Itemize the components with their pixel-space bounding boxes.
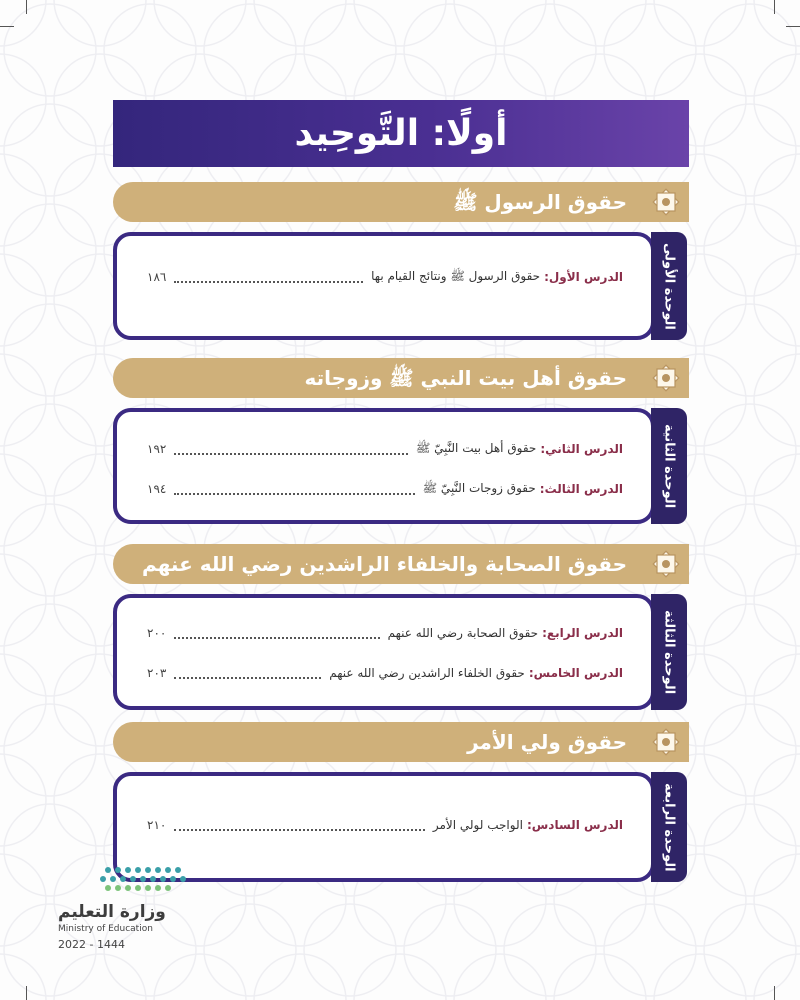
lesson-row[interactable] — [147, 622, 623, 644]
flower-ornament-icon — [648, 546, 684, 582]
unit-tab-3 — [651, 594, 687, 710]
lesson-title: حقوق الرسول ﷺ ونتائج القيام بها — [371, 268, 541, 283]
dot-leader — [174, 483, 414, 495]
logo-english-text: Ministry of Education — [58, 924, 153, 934]
flower-ornament-icon — [648, 184, 684, 220]
logo-year: 2022 - 1444 — [58, 938, 125, 951]
crop-mark — [26, 986, 27, 1000]
lesson-row[interactable] — [147, 814, 623, 836]
crop-mark — [774, 0, 775, 14]
unit-tab-label: الوحدة الثالثة — [661, 609, 677, 695]
lesson-title: حقوق أهل بيت النَّبِيّ ﷺ — [415, 440, 537, 455]
page-number: ١٩٤ — [147, 482, 167, 496]
unit-tab-label: الوحدة الأولى — [661, 242, 677, 330]
lesson-row[interactable] — [147, 438, 623, 460]
page-number: ١٨٦ — [147, 270, 167, 284]
lesson-label: الدرس الأول: — [544, 270, 623, 284]
unit-title: حقوق أهل بيت النبي ﷺ وزوجاته — [304, 366, 627, 390]
lesson-label: الدرس الثاني: — [540, 442, 623, 456]
dot-leader — [174, 627, 379, 639]
page-number: ١٩٢ — [147, 442, 167, 456]
unit-tab-1 — [651, 232, 687, 340]
dot-leader — [174, 271, 363, 283]
lesson-label: الدرس الخامس: — [528, 666, 623, 680]
unit-header-1 — [113, 182, 689, 222]
lesson-label: الدرس السادس: — [526, 818, 623, 832]
unit-title: حقوق ولي الأمر — [467, 730, 627, 754]
crop-mark — [26, 0, 27, 14]
lesson-label: الدرس الرابع: — [542, 626, 623, 640]
page-number: ٢٠٠ — [147, 626, 167, 640]
unit-tab-label: الوحدة الرابعة — [661, 782, 677, 872]
page-number: ٢١٠ — [147, 818, 167, 832]
page-title: أولًا: التَّوحِيد — [294, 113, 508, 154]
unit-1-lessons-box — [113, 232, 655, 340]
lesson-title: الواجب لولي الأمر — [432, 818, 523, 832]
unit-tab-label: الوحدة الثانية — [661, 423, 677, 509]
logo-arabic-text: وزارة التعليم — [58, 902, 166, 922]
flower-ornament-icon — [648, 360, 684, 396]
dot-leader — [174, 819, 425, 831]
unit-header-4 — [113, 722, 689, 762]
title-banner — [113, 100, 689, 167]
unit-2-lessons-box — [113, 408, 655, 524]
unit-title: حقوق الصحابة والخلفاء الراشدين رضي الله عنهم — [142, 552, 627, 576]
lesson-title: حقوق الصحابة رضي الله عنهم — [387, 626, 539, 640]
crop-mark — [774, 986, 775, 1000]
flower-ornament-icon — [648, 724, 684, 760]
dot-leader — [174, 667, 321, 679]
unit-header-2 — [113, 358, 689, 398]
lesson-row[interactable] — [147, 478, 623, 500]
lesson-label: الدرس الثالث: — [539, 482, 623, 496]
unit-header-3 — [113, 544, 689, 584]
ministry-logo-icon — [58, 862, 198, 898]
crop-mark — [0, 26, 14, 27]
lesson-row[interactable] — [147, 662, 623, 684]
unit-3-lessons-box — [113, 594, 655, 710]
unit-tab-4 — [651, 772, 687, 882]
ministry-logo — [58, 862, 198, 952]
unit-tab-2 — [651, 408, 687, 524]
dot-leader — [174, 443, 408, 455]
crop-mark — [786, 26, 800, 27]
lesson-row[interactable] — [147, 266, 623, 288]
lesson-title: حقوق الخلفاء الراشدين رضي الله عنهم — [329, 666, 525, 680]
lesson-title: حقوق زوجات النَّبِيّ ﷺ — [422, 480, 536, 495]
page-number: ٢٠٣ — [147, 666, 167, 680]
unit-title: حقوق الرسول ﷺ — [453, 190, 627, 214]
